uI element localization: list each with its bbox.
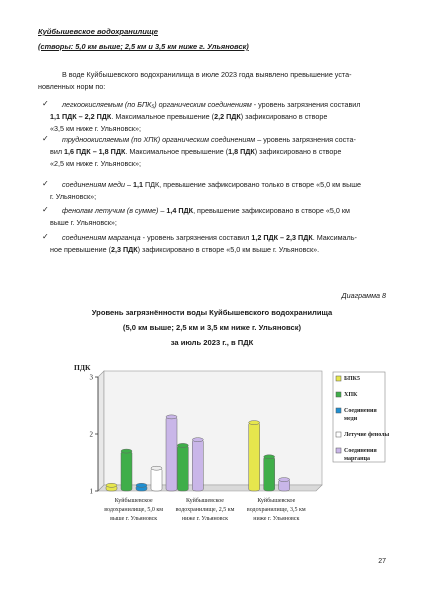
diagram-label: Диаграмма 8 bbox=[341, 291, 386, 300]
text-segment: – bbox=[124, 180, 133, 189]
text-segment: г. Ульяновск»; bbox=[50, 192, 97, 201]
category-label: Куйбышевское bbox=[114, 498, 153, 504]
bar bbox=[151, 468, 162, 491]
bar-top bbox=[151, 466, 162, 470]
text-segment: выше г. Ульяновск»; bbox=[50, 218, 117, 227]
legend-label: марганца bbox=[344, 456, 371, 462]
text-segment: соединениям марганца bbox=[62, 233, 141, 242]
text-segment: 1,2 ПДК – 2,3 ПДК bbox=[251, 233, 313, 242]
legend-swatch bbox=[336, 448, 341, 453]
text-segment: соединениям меди bbox=[62, 180, 125, 189]
text-segment: 1,8 ПДК bbox=[228, 147, 255, 156]
bar bbox=[166, 417, 177, 491]
legend-swatch bbox=[336, 408, 341, 413]
bar-top bbox=[279, 478, 290, 482]
text-segment: . Максимальное превышение ( bbox=[125, 147, 229, 156]
text-segment: фенолам летучим (в сумме) bbox=[62, 206, 159, 215]
text-segment: 2,2 ПДК bbox=[214, 112, 241, 121]
text-segment: легкоокисляемым (по БПК₅) органическим соединениям bbox=[62, 100, 252, 109]
bar bbox=[121, 451, 132, 491]
text-segment: , превышение зафиксировано в створе «5,0 км bbox=[193, 206, 350, 215]
text-segment: - уровень загрязнения составил bbox=[251, 100, 361, 109]
legend-label: Летучие фенолы bbox=[344, 432, 390, 438]
bar bbox=[249, 423, 260, 491]
section-subtitle: (створы: 5,0 км выше; 2,5 км и 3,5 км ниже г. Ульяновск) bbox=[38, 42, 249, 51]
legend-label: БПК5 bbox=[344, 376, 360, 382]
y-tick-label: 2 bbox=[89, 430, 93, 439]
intro-line-2: новленных норм по: bbox=[38, 82, 106, 91]
text-segment: 1,1 ПДК – 2,2 ПДК bbox=[50, 112, 112, 121]
check-icon: ✓ bbox=[42, 205, 49, 214]
bar-top bbox=[136, 483, 147, 487]
text-segment: 1,6 ПДК – 1,8 ПДК bbox=[64, 147, 126, 156]
intro-line-1: В воде Куйбышевского водохранилища в июле 2023 года выявлено превышение уста- bbox=[62, 70, 352, 79]
check-icon: ✓ bbox=[42, 179, 49, 188]
chart-title-line-1: Уровень загрязнённости воды Куйбышевского водохранилища bbox=[91, 308, 333, 317]
section-title: Куйбышевское водохранилище bbox=[38, 27, 159, 36]
text-segment: . Максималь- bbox=[312, 233, 357, 242]
text-segment: 1,4 ПДК bbox=[166, 206, 194, 215]
legend-label: меди bbox=[344, 416, 358, 422]
text-segment: - уровень загрязнения составил bbox=[140, 233, 252, 242]
category-label: водохранилище, 5,0 км bbox=[104, 507, 164, 513]
page-number: 27 bbox=[378, 558, 386, 565]
category-label: ниже г. Ульяновск bbox=[253, 516, 300, 522]
text-segment: «3,5 км ниже г. Ульяновск»; bbox=[50, 124, 141, 133]
chart-title-line-3: за июль 2023 г., в ПДК bbox=[170, 338, 254, 347]
category-label: водохранилище, 2,5 км bbox=[175, 507, 235, 513]
text-segment: ПДК, превышение зафиксировано только в створе «5,0 км выше bbox=[142, 180, 361, 189]
bar-top bbox=[192, 438, 203, 442]
text-segment: ) зафиксировано в створе bbox=[240, 112, 328, 121]
chart-title-line-2: (5,0 км выше; 2,5 км и 3,5 км ниже г. Ульяновск) bbox=[122, 323, 302, 332]
bar bbox=[177, 445, 188, 491]
text-segment: ное превышение ( bbox=[50, 245, 111, 254]
check-icon: ✓ bbox=[42, 134, 49, 143]
text-segment: . Максимальное превышение ( bbox=[111, 112, 215, 121]
text-segment: ) зафиксировано в створе bbox=[254, 147, 342, 156]
side-wall bbox=[98, 371, 104, 491]
legend-label: Соединения bbox=[344, 448, 377, 454]
text-segment: 2,3 ПДК bbox=[110, 245, 138, 254]
legend-label: Соединения bbox=[344, 408, 377, 414]
y-tick-label: 1 bbox=[89, 487, 93, 496]
text-segment: ) зафиксировано в створе «5,0 км выше г. Ульяновск». bbox=[137, 245, 320, 254]
text-segment: 1,1 bbox=[132, 180, 143, 189]
bar-top bbox=[121, 449, 132, 453]
text-segment: – уровень загрязнения соста- bbox=[255, 135, 356, 144]
y-axis-label: ПДК bbox=[74, 363, 91, 372]
check-icon: ✓ bbox=[42, 99, 49, 108]
y-tick-label: 3 bbox=[89, 373, 93, 382]
category-label: ниже г. Ульяновск bbox=[181, 516, 229, 522]
text-segment: – bbox=[158, 206, 167, 215]
bar-top bbox=[177, 443, 188, 447]
check-icon: ✓ bbox=[42, 232, 49, 241]
text-segment: вил bbox=[50, 147, 65, 156]
text-segment: трудноокисляемым (по ХПК) органическим соединениям bbox=[62, 135, 256, 144]
bar-top bbox=[249, 421, 260, 425]
bar-top bbox=[264, 455, 275, 459]
legend-label: ХПК bbox=[344, 392, 358, 398]
bar bbox=[192, 440, 203, 491]
category-label: Куйбышевское bbox=[186, 498, 224, 504]
legend-swatch bbox=[336, 392, 341, 397]
legend-swatch bbox=[336, 432, 341, 437]
text-segment: «2,5 км ниже г. Ульяновск»; bbox=[50, 159, 141, 168]
bar-top bbox=[106, 483, 117, 487]
category-label: водохранилище, 3,5 км bbox=[246, 507, 306, 513]
back-wall bbox=[104, 371, 322, 485]
category-label: Куйбышевское bbox=[257, 498, 296, 504]
bar bbox=[264, 457, 275, 491]
bar-top bbox=[166, 415, 177, 419]
legend-swatch bbox=[336, 376, 341, 381]
category-label: выше г. Ульяновск bbox=[110, 516, 158, 522]
